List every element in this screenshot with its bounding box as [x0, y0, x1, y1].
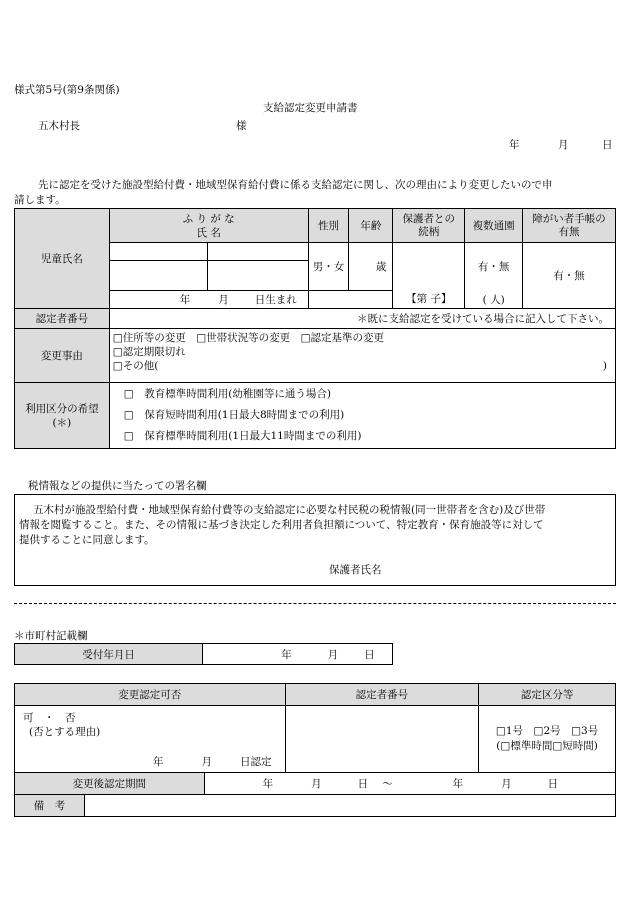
remarks-label: 備 考 [15, 795, 85, 817]
tax-heading: 税情報などの提供に当たっての署名欄 [28, 480, 207, 492]
sex-label: 性別 [308, 209, 349, 243]
period-label: 変更後認定期間 [15, 773, 205, 795]
birth-date[interactable]: 年 月 日生まれ [109, 291, 308, 309]
multi-label: 複数通園 [465, 209, 523, 243]
approval-table [14, 683, 616, 817]
multi-count[interactable]: ( 人) [465, 291, 523, 309]
addressee: 五木村長 [38, 120, 80, 132]
change-reason-options[interactable] [109, 329, 615, 383]
received-date[interactable]: 年 月 日 [203, 644, 393, 665]
change-option-line1[interactable]: □住所等の変更 □世帯状況等の変更 □認定基準の変更 [112, 332, 385, 344]
handicap-value[interactable]: 有・無 [523, 243, 616, 309]
reject-reason-label: (否とする理由) [29, 726, 101, 738]
class-options[interactable]: □1号 □2号 □3号 [495, 725, 599, 737]
form-number: 様式第5号(第9条関係) [14, 84, 120, 96]
office-heading: ＊市町村記載欄 [14, 630, 88, 642]
handicap-label: 障がい者手帳の有無 [523, 209, 616, 243]
usage-options[interactable] [109, 383, 615, 449]
cert-no-label: 認定者番号 [15, 309, 110, 329]
relation-value[interactable]: 【第 子】 [393, 243, 465, 309]
honorific: 様 [236, 120, 247, 132]
tax-line2: 情報を閲覧すること。また、その情報に基づき決定した利用者負担額について、特定教育・保育施設等に対して [19, 519, 544, 531]
relation-label: 保護者との続柄 [393, 209, 465, 243]
cut-line [14, 603, 616, 604]
furigana-label: ふ り が な [182, 212, 235, 225]
guardian-name-label[interactable]: 保護者氏名 [329, 564, 382, 576]
approval-cell[interactable] [15, 706, 286, 773]
usage-label: 利用区分の希望 [25, 402, 99, 415]
approve-options[interactable]: 可 ・ 否 [23, 712, 76, 724]
time-options[interactable]: (□標準時間□短時間) [496, 740, 598, 752]
tax-line3: 提供することに同意します。 [19, 534, 155, 546]
cert-no-field[interactable] [285, 706, 479, 773]
name-field-right[interactable] [207, 261, 308, 291]
application-table [14, 208, 616, 449]
date-day: 日 [602, 139, 613, 151]
multi-value[interactable]: 有・無 [465, 243, 523, 291]
sex-value[interactable]: 男・女 [308, 243, 349, 291]
change-option-other[interactable]: □その他( [112, 360, 159, 372]
usage-option-standard[interactable]: □ 保育標準時間利用(1日最大11時間までの利用) [123, 430, 362, 442]
form-title: 支給認定変更申請書 [263, 102, 358, 114]
period-field[interactable]: 年 月 日 ～ 年 月 日 [204, 773, 615, 795]
age-value[interactable]: 歳 [349, 243, 393, 291]
class-cell[interactable] [479, 706, 616, 773]
usage-label-mark: (＊) [52, 416, 72, 429]
usage-option-short[interactable]: □ 保育短時間利用(1日最大8時間までの利用) [123, 409, 345, 421]
tax-consent-box [14, 494, 616, 586]
furigana-field-left[interactable] [109, 243, 207, 261]
age-label: 年齢 [349, 209, 393, 243]
intro-line1: 先に認定を受けた施設型給付費・地域型保育給付費に係る支給認定に関し、次の理由により変更したいので申 [38, 179, 553, 191]
date-month: 月 [558, 139, 569, 151]
name-field-left[interactable] [109, 261, 207, 291]
remarks-field[interactable] [84, 795, 615, 817]
received-label: 受付年月日 [15, 644, 203, 665]
cert-no-note[interactable]: ＊既に支給認定を受けている場合に記入して下さい。 [109, 309, 615, 329]
other-close-paren: ) [602, 360, 607, 372]
received-table [14, 643, 393, 665]
name-label: 氏 名 [196, 226, 221, 239]
cert-no-col-label: 認定者番号 [285, 684, 479, 706]
class-col-label: 認定区分等 [479, 684, 616, 706]
child-name-label: 児童氏名 [15, 209, 110, 309]
usage-option-education[interactable]: □ 教育標準時間利用(幼稚園等に通う場合) [123, 388, 331, 400]
approval-col-label: 変更認定可否 [15, 684, 286, 706]
date-year: 年 [509, 139, 520, 151]
tax-line1: 五木村が施設型給付費・地域型保育給付費等の支給認定に必要な村民税の税情報(同一世帯者を含む)及び世帯 [33, 504, 546, 516]
change-reason-label: 変更事由 [15, 329, 110, 383]
furigana-field-right[interactable] [207, 243, 308, 261]
intro-line2: 請します。 [14, 194, 66, 206]
cert-date: 年 月 日認定 [153, 756, 272, 768]
change-option-line2[interactable]: □認定期限切れ [112, 346, 186, 358]
